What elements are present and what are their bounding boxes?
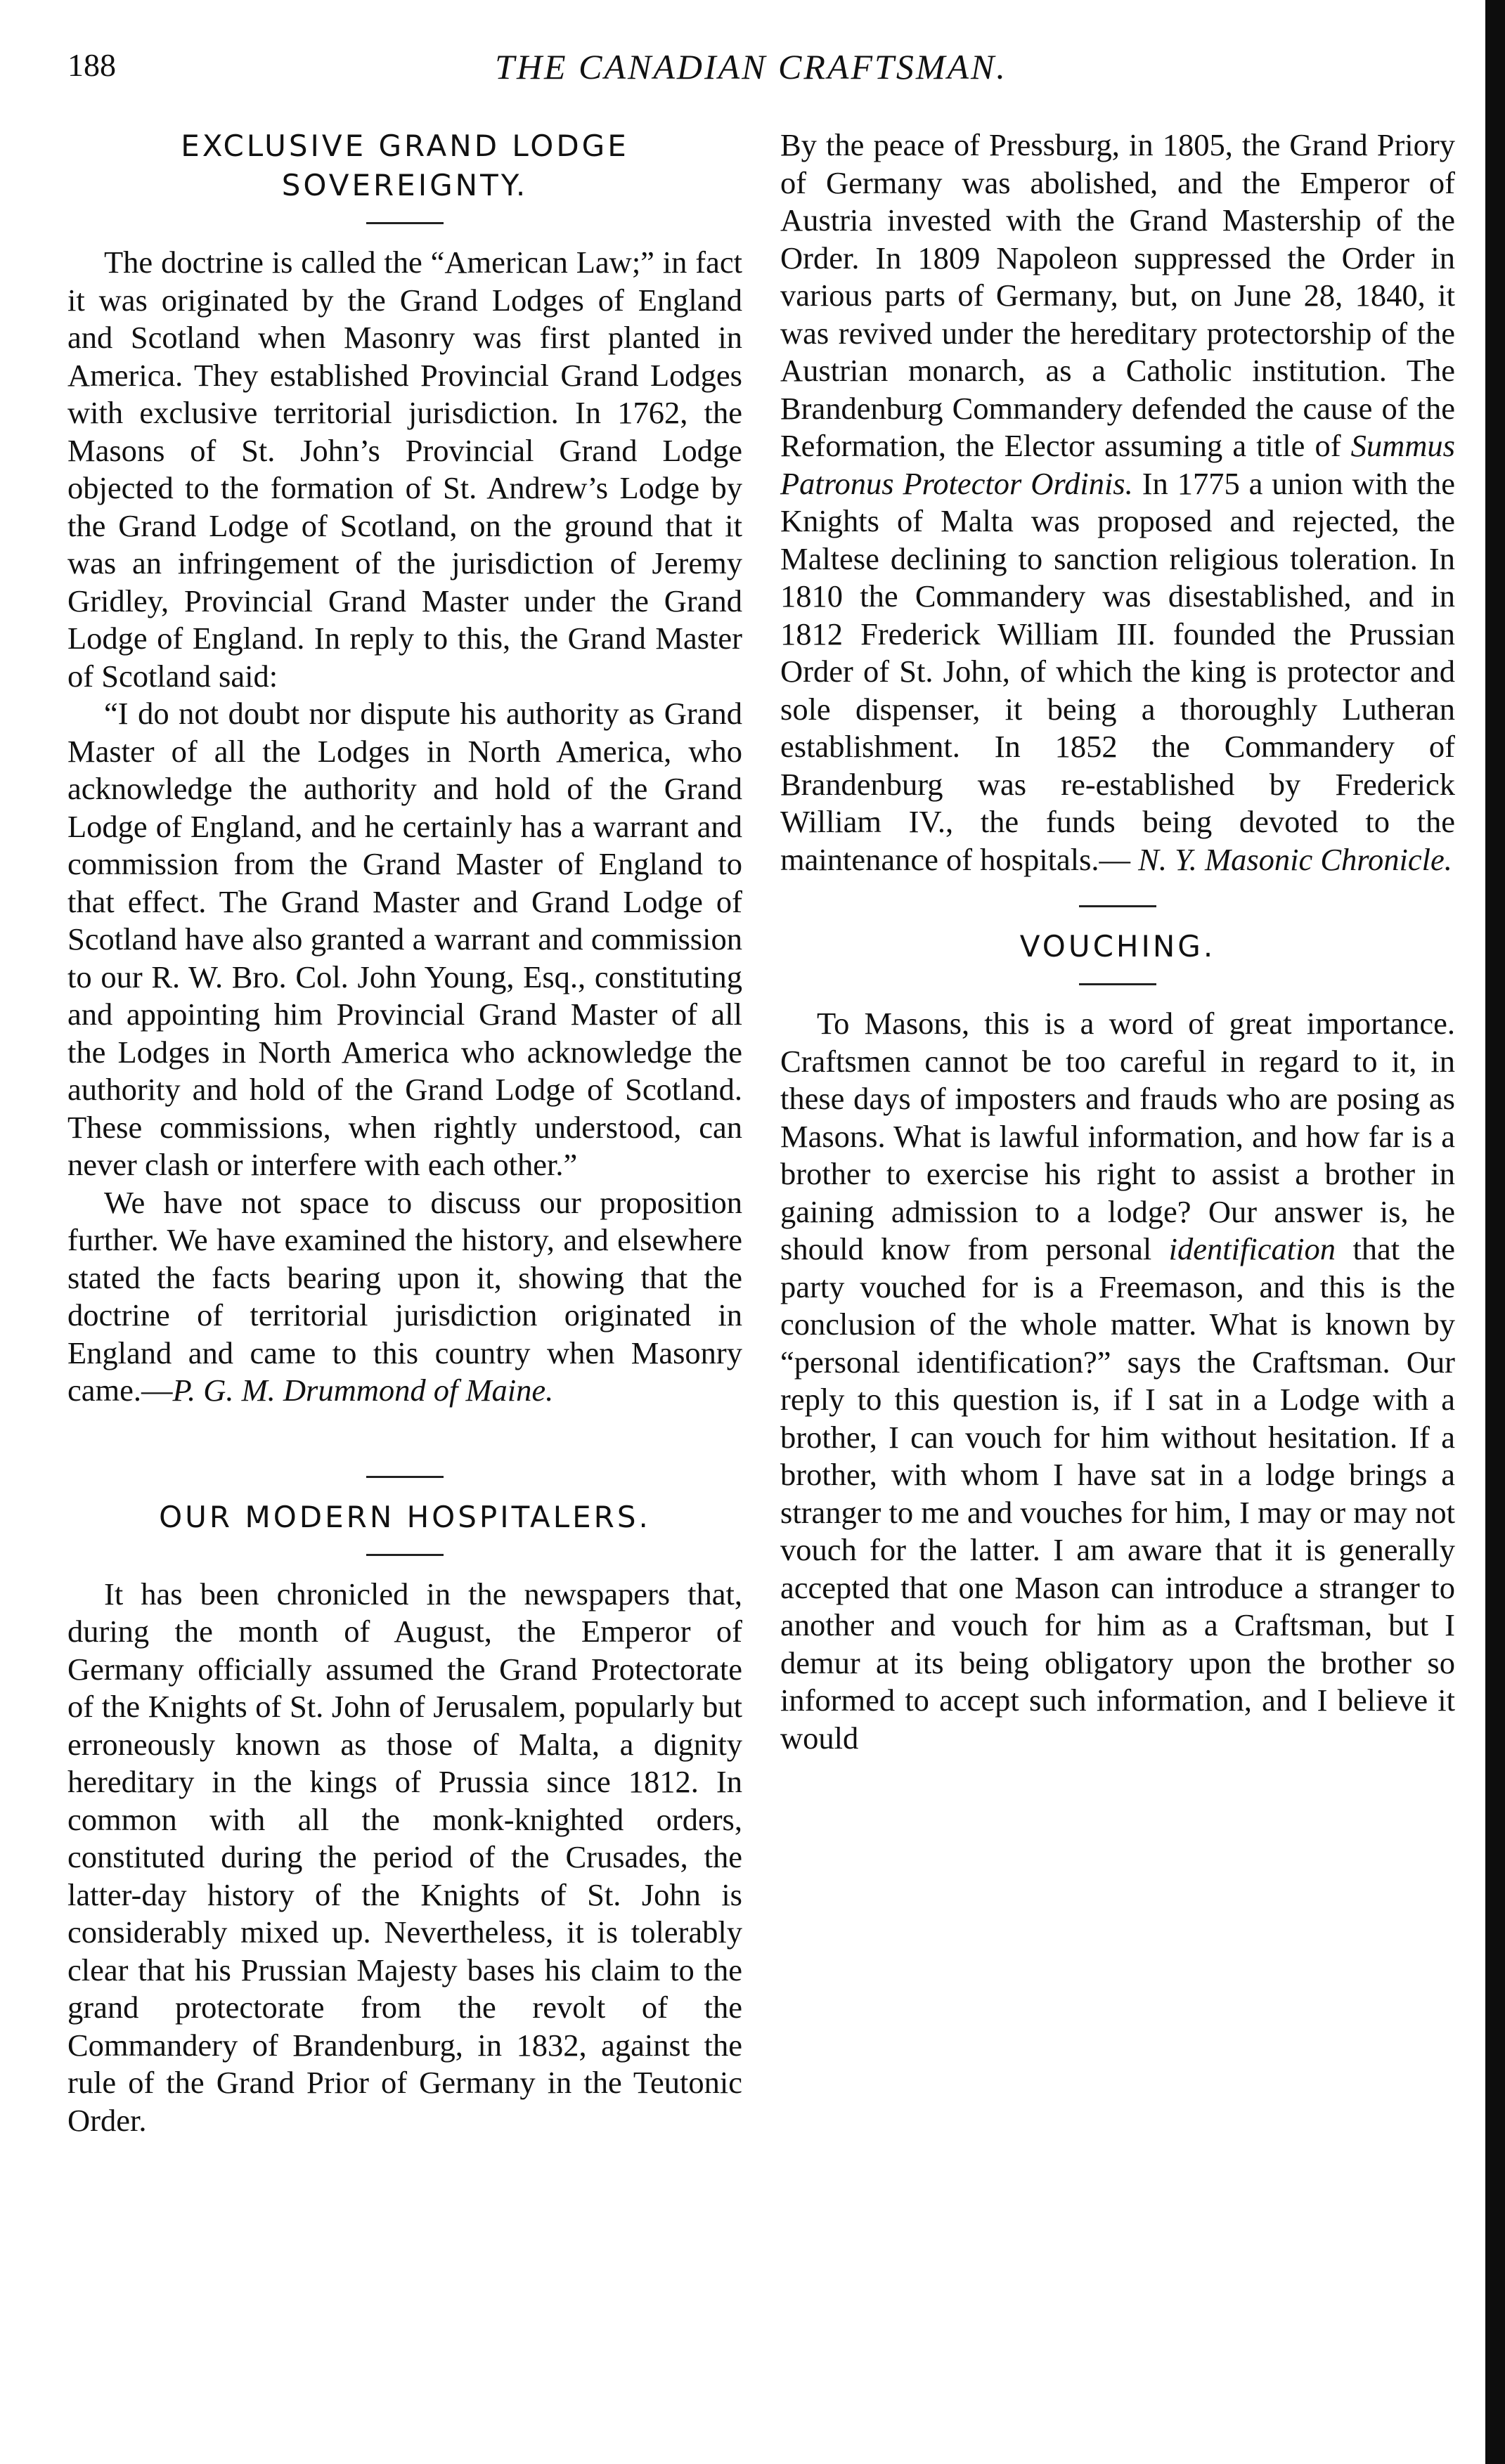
title-rule — [1079, 983, 1156, 985]
article-title-exclusive-sovereignty — [67, 127, 742, 205]
title-rule — [366, 222, 444, 224]
section-divider — [366, 1476, 444, 1478]
journal-title: THE CANADIAN CRAFTSMAN. — [495, 47, 1007, 86]
paragraph: It has been chronicled in the newspapers that, during the month of August, the Emperor of Germany officially assumed the Grand Protectorate of the Knights of St. John of Jerusalem, popularly but erroneously known as those of Malta, a dignity hereditary in the kings of Prussia since 1812. In common with all the monk-knighted orders, constituted during the period of the Crusades, the latter-day history of the Knights of St. John is considerably mixed up. Nevertheless, it is tolerably clear that his Prussian Majesty bases his claim to the grand protectorate from the revolt of the Commandery of Brandenburg, in 1832, against the rule of the Grand Prior of Germany in the Teutonic Order. — [67, 1576, 742, 2138]
attribution: P. G. M. Drummond of Maine. — [172, 1373, 554, 1408]
running-head — [67, 46, 1435, 110]
title-rule — [366, 1554, 444, 1556]
source-attribution: N. Y. Masonic Chronicle. — [1138, 841, 1452, 877]
paragraph-text: that the party vouched for is a Freemason, and this is the conclusion of the whole matter. What is known by “personal identification?” says the Craftsman. Our reply to this question is, if I sat in a Lodge with a brother, I can vouch for him without hesitation. If a brother, with whom I have sat in a lodge brings a stranger to me and vouches for him, I may or may not vouch for the latter. I am aware that it is generally accepted that one Mason can introduce a stranger to another and vouch for him as a Craftsman, but I demur at its being obligatory upon the brother so informed to accept such information, and I believe it would — [780, 1231, 1455, 1756]
paragraph: The doctrine is called the “American Law;” in fact it was originated by the Grand Lodges of England and Scotland when Masonry was first planted in America. They established Provincial Grand Lodges with exclusive territorial jurisdiction. In 1762, the Masons of St. John’s Provincial Grand Lodge objected to the formation of St. Andrew’s Lodge by the Grand Lodge of Scotland, on the ground that it was an infringement of the jurisdiction of Jeremy Gridley, Provincial Grand Master under the Grand Lodge of England. In reply to this, the Grand Master of Scotland said: — [67, 245, 742, 694]
paragraph-continuation — [780, 127, 1455, 878]
page-number: 188 — [67, 47, 116, 83]
article-title-vouching: VOUCHING. — [1019, 929, 1216, 964]
quoted-paragraph: “I do not doubt nor dispute his authority as Grand Master of all the Lodges in North America, who acknowledge the authority and hold of the Grand Lodge of England, and he certainly has a warrant and commission from the Grand Master of England to that effect. The Grand Master and Grand Lodge of Scotland have also granted a warrant and commission to our R. W. Bro. Col. John Young, Esq., constituting and appointing him Provincial Grand Master of all the Lodges in North America who acknowledge the authority and hold of the Grand Lodge of Scotland. These commissions, when rightly understood, can never clash or interfere with each other.” — [67, 696, 742, 1182]
latin-title: Summus Patronus Protector Ordinis. — [780, 428, 1455, 501]
right-column — [780, 127, 1455, 1757]
paragraph-text: In 1775 a union with the Knights of Malta was proposed and rejected, the Maltese declining to sanction religious toleration. In 1810 the Commandery was disestablished, and in 1812 Frederick William III. founded the Prussian Order of St. John, of which the king is protector and sole dispenser, it being a thoroughly Lutheran establishment. In 1852 the Commandery of Brandenburg was re-established by Frederick William IV., the funds being devoted to the maintenance of hospitals.— — [780, 465, 1455, 877]
emphasis: identification — [1168, 1231, 1336, 1266]
paragraph-text: We have not space to discuss our proposition further. We have examined the history, and elsewhere stated the facts bearing upon it, showing that the doctrine of territorial jurisdiction originated in England and came to this country when Masonry came.— — [67, 1184, 742, 1408]
paragraph — [780, 1005, 1455, 1757]
title-line-2: SOVEREIGNTY. — [281, 168, 529, 202]
page-edge-shadow — [1485, 0, 1505, 2464]
article-title-hospitalers: OUR MODERN HOSPITALERS. — [159, 1499, 651, 1534]
title-line-1: EXCLUSIVE GRAND LODGE — [181, 129, 629, 163]
left-column — [67, 127, 742, 2139]
paragraph-text: By the peace of Pressburg, in 1805, the Grand Priory of Germany was abolished, and the Emperor of Austria invested with the Grand Mastership of the Order. In 1809 Napoleon suppressed the Order in various parts of Germany, but, on June 28, 1840, it was revived under the hereditary protectorship of the Austrian monarch, as a Catholic institution. The Brandenburg Commandery defended the cause of the Reformation, the Elector assuming a title of — [780, 127, 1455, 463]
section-divider — [1079, 905, 1156, 907]
paragraph — [67, 1184, 742, 1410]
paragraph-text: To Masons, this is a word of great importance. Craftsmen cannot be too careful in regard to it, in these days of imposters and frauds who are posing as Masons. What is lawful information, and how far is a brother to exercise his right to assist a brother in gaining admission to a lodge? Our answer is, he should know from personal — [780, 1006, 1455, 1266]
